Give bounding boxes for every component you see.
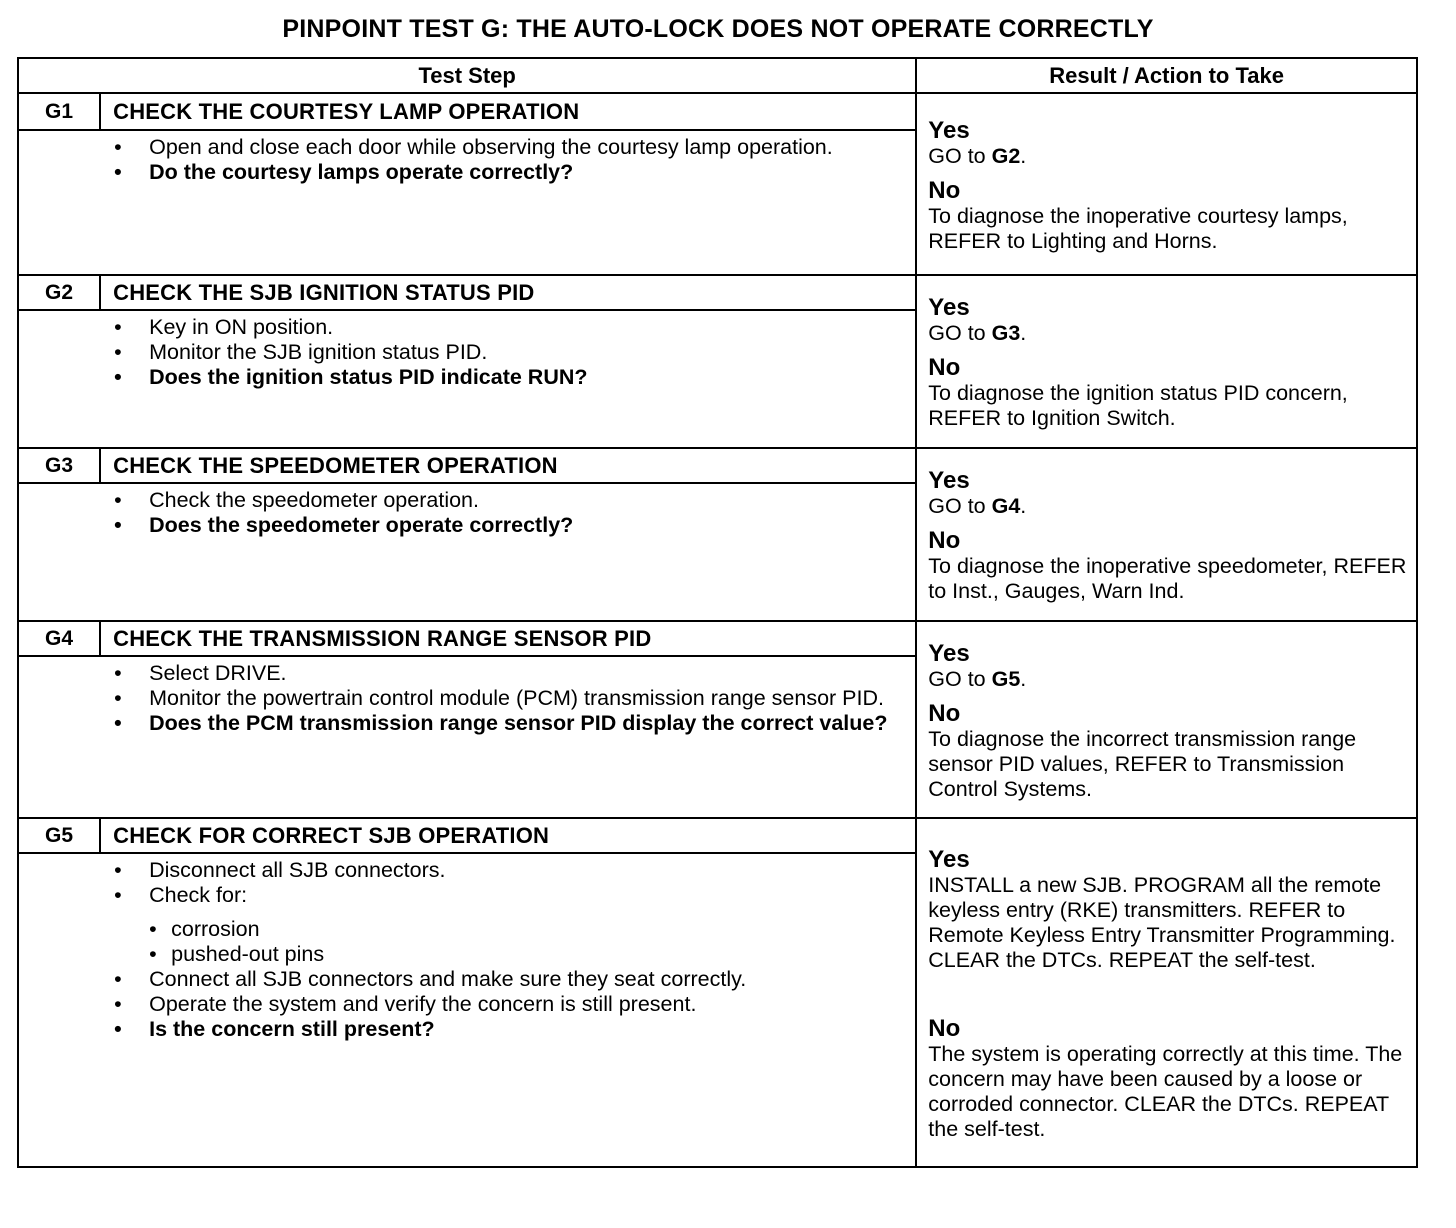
step-row-g4 [18, 621, 1417, 656]
step-id: G2 [18, 275, 100, 310]
no-action: To diagnose the inoperative courtesy lamps, REFER to Lighting and Horns. [928, 203, 1348, 253]
yes-label: Yes [928, 467, 970, 494]
step-id: G4 [18, 621, 100, 656]
question-item: • Is the concern still present? [114, 1017, 915, 1042]
step-row-g1 [18, 93, 1417, 130]
step-title: CHECK THE SPEEDOMETER OPERATION [100, 448, 916, 483]
yes-action: INSTALL a new SJB. PROGRAM all the remote keyless entry (RKE) transmitters. REFER to Remote Keyless Entry Transmitter Programming. CLEAR the DTCs. REPEAT the self-test. [928, 872, 1396, 972]
pinpoint-test-table [17, 57, 1418, 1168]
no-action: The system is operating correctly at this time. The concern may have been caused by a loose or corroded connector. CLEAR the DTCs. REPEAT the self-test. [928, 1041, 1403, 1141]
step-body [100, 853, 916, 1167]
result-cell [916, 448, 1417, 621]
result-header: Result / Action to Take [916, 58, 1417, 93]
sub-list-item: • pushed-out pins [149, 942, 915, 967]
list-item: • Check for: • corrosion • pushed-out pins [114, 883, 915, 967]
list-item: • Check the speedometer operation. [114, 488, 915, 513]
page-title: PINPOINT TEST G: THE AUTO-LOCK DOES NOT OPERATE CORRECTLY [282, 15, 1154, 43]
sub-list [149, 917, 915, 967]
step-title: CHECK FOR CORRECT SJB OPERATION [100, 818, 916, 853]
step-id: G5 [18, 818, 100, 853]
step-body [100, 310, 916, 448]
list-item: • Select DRIVE. [114, 661, 915, 686]
yes-action: GO to G2. [928, 143, 1027, 168]
no-action: To diagnose the inoperative speedometer, REFER to Inst., Gauges, Warn Ind. [928, 554, 1407, 603]
yes-label: Yes [928, 639, 970, 667]
step-body [100, 130, 916, 275]
step-row-g5 [18, 818, 1417, 853]
list-item: • Monitor the powertrain control module (PCM) transmission range sensor PID. [114, 686, 915, 711]
no-label: No [928, 527, 961, 554]
question-item: • Do the courtesy lamps operate correctly? [114, 160, 915, 185]
sub-list-item: • corrosion [149, 917, 915, 942]
result-cell [916, 93, 1417, 275]
no-label: No [928, 176, 961, 204]
step-row-g3 [18, 448, 1417, 483]
no-action: To diagnose the ignition status PID concern, REFER to Ignition Switch. [928, 381, 1348, 430]
step-body [100, 656, 916, 818]
list-item: • Operate the system and verify the concern is still present. [114, 992, 915, 1017]
yes-label: Yes [928, 116, 970, 144]
yes-action: GO to G3. [928, 321, 1027, 345]
yes-label: Yes [928, 294, 970, 321]
yes-action: GO to G5. [928, 666, 1027, 691]
result-cell [916, 621, 1417, 818]
list-item: • Connect all SJB connectors and make sure they seat correctly. [114, 967, 915, 992]
step-body [100, 483, 916, 621]
yes-label: Yes [928, 845, 970, 873]
step-row-g2 [18, 275, 1417, 310]
question-item: • Does the speedometer operate correctly? [114, 513, 915, 538]
step-id: G1 [18, 93, 100, 130]
step-id: G3 [18, 448, 100, 483]
no-label: No [928, 354, 961, 381]
no-action: To diagnose the incorrect transmission range sensor PID values, REFER to Transmission Control Systems. [928, 726, 1357, 801]
result-cell [916, 818, 1417, 1167]
question-item: • Does the PCM transmission range sensor PID display the correct value? [114, 711, 915, 736]
list-item: • Key in ON position. [114, 315, 915, 340]
step-title: CHECK THE COURTESY LAMP OPERATION [100, 93, 916, 130]
step-title: CHECK THE SJB IGNITION STATUS PID [100, 275, 916, 310]
yes-action: GO to G4. [928, 494, 1027, 518]
test-step-header: Test Step [18, 58, 916, 93]
step-title: CHECK THE TRANSMISSION RANGE SENSOR PID [100, 621, 916, 656]
no-label: No [928, 1014, 961, 1042]
list-item: • Monitor the SJB ignition status PID. [114, 340, 915, 365]
no-label: No [928, 699, 961, 727]
list-item: • Open and close each door while observing the courtesy lamp operation. [114, 135, 915, 160]
question-item: • Does the ignition status PID indicate RUN? [114, 365, 915, 390]
list-item: • Disconnect all SJB connectors. [114, 858, 915, 883]
result-cell [916, 275, 1417, 448]
